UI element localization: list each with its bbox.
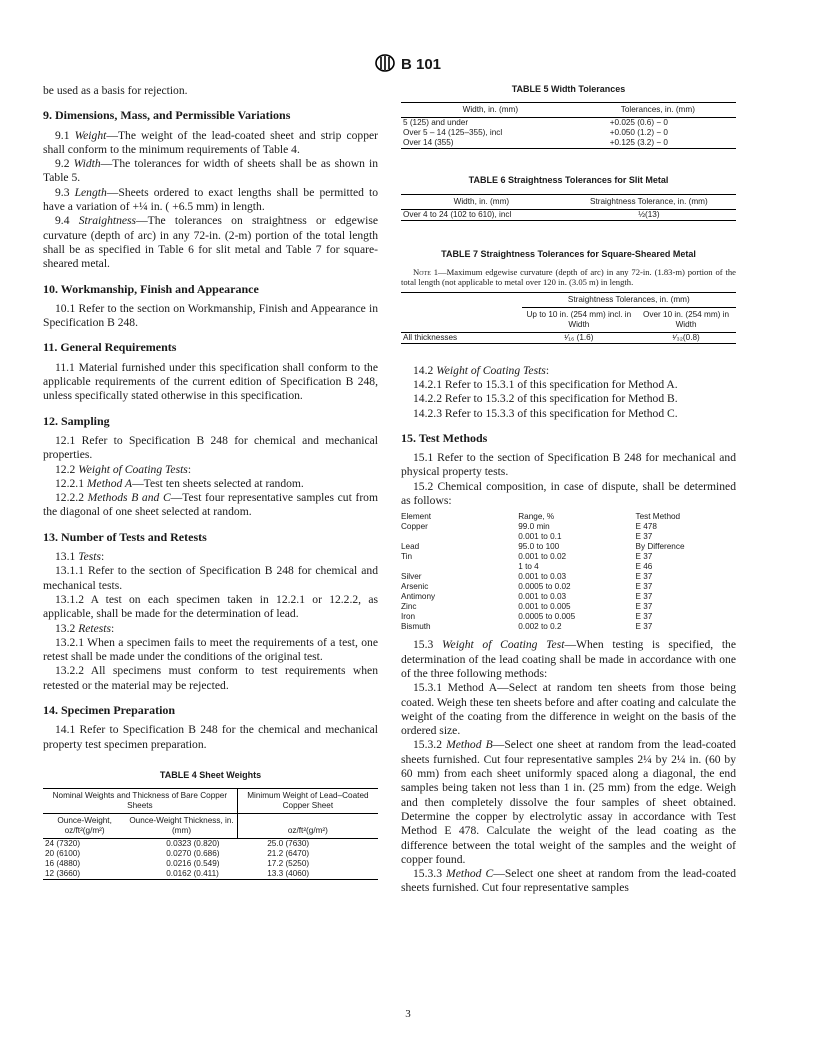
table-header: Ounce-Weight Thickness, in. (mm) bbox=[126, 814, 237, 839]
slit-metal-straightness-table bbox=[401, 194, 736, 221]
section-heading: 11. General Requirements bbox=[43, 340, 177, 355]
table-row: 1 to 4 E 46 bbox=[518, 562, 653, 572]
table-header: Nominal Weights and Thickness of Bare Copper Sheets bbox=[43, 789, 237, 814]
table-row: Iron 0.0005 to 0.005 E 37 bbox=[401, 612, 653, 622]
sheet-weights-table bbox=[43, 788, 378, 880]
paragraph: 9.1 Weight—The weight of the lead-coated sheet and strip copper shall conform to the minimum requirements of Table 4. bbox=[43, 128, 378, 156]
paragraph: 13.2.1 When a specimen fails to meet the requirements of a test, one retest shall be made under the conditions of the original test. bbox=[43, 635, 378, 664]
section-heading: 12. Sampling bbox=[43, 413, 110, 428]
table-title: TABLE 5 Width Tolerances bbox=[511, 84, 626, 94]
section-heading: 10. Workmanship, Finish and Appearance bbox=[43, 281, 259, 296]
table-title: TABLE 4 Sheet Weights bbox=[159, 769, 262, 780]
paragraph: 15.3.3 Method C—Select one sheet at random from the lead-coated sheets furnished. Cut four representative samples bbox=[401, 867, 736, 895]
paragraph: 13.2 Retests: bbox=[55, 621, 115, 635]
right-column bbox=[401, 82, 736, 896]
table-row: 20 (6100) 0.0270 (0.686) 21.2 (6470) bbox=[45, 849, 310, 859]
paragraph: 14.2.1 Refer to 15.3.1 of this specification for Method A. bbox=[413, 378, 678, 391]
paragraph: 12.2.1 Method A—Test ten sheets selected at random. bbox=[55, 476, 304, 490]
table-row: 0.001 to 0.1 E 37 bbox=[518, 532, 653, 542]
paragraph: 14.2.2 Refer to 15.3.2 of this specification for Method B. bbox=[413, 392, 678, 406]
paragraph: 14.2 Weight of Coating Tests: bbox=[413, 363, 550, 377]
table-row: All thicknesses ¹⁄₁₆ (1.6) ¹⁄₃₂(0.8) bbox=[401, 332, 736, 343]
paragraph: 13.1.1 Refer to the section of Specification B 248 for chemical and mechanical tests. bbox=[43, 564, 378, 592]
section-heading: 15. Test Methods bbox=[401, 430, 488, 445]
paragraph: 12.2.2 Methods B and C—Test four representative samples cut from the diagonal of one sheet selected at random. bbox=[43, 491, 378, 519]
table-row: Silver 0.001 to 0.03 E 37 bbox=[401, 572, 653, 582]
paragraph: 13.1 Tests: bbox=[55, 550, 105, 564]
table-header: Width, in. (mm) bbox=[401, 194, 562, 209]
paragraph: 15.2 Chemical composition, in case of dispute, shall be determined as follows: bbox=[401, 479, 736, 508]
table-note: Note 1—Maximum edgewise curvature (depth of arc) in any 72-in. (1.83-m) portion of the total length (not applicable to metal over 120 in. (3.05 m) in length. bbox=[401, 266, 736, 288]
table-header: Straightness Tolerance, in. (mm) bbox=[562, 194, 736, 209]
width-tolerances-table bbox=[401, 102, 736, 149]
paragraph: 15.3.1 Method A—Select at random ten sheets from those being coated. Weigh these ten sheets before and after coating and calculate the weight of the coating from the difference in weight on the basis of the ordered size. bbox=[401, 681, 736, 738]
table-row: Over 5 – 14 (125–355), incl +0.050 (1.2) − 0 bbox=[403, 128, 668, 138]
paragraph: 11.1 Material furnished under this specification shall conform to the applicable requirements of the current edition of Specification B 248, unless specifically stated otherwise in this specification. bbox=[43, 360, 378, 403]
table-header: Ounce-Weight, oz/ft²(g/m²) bbox=[43, 814, 126, 839]
table-row: 16 (4880) 0.0216 (0.549) 17.2 (5250) bbox=[45, 859, 310, 869]
paragraph: 15.1 Refer to the section of Specification B 248 for mechanical and physical property tests. bbox=[401, 451, 736, 479]
paragraph: 12.1 Refer to Specification B 248 for chemical and mechanical properties. bbox=[43, 433, 378, 462]
table-header: Width, in. (mm) bbox=[401, 103, 580, 118]
table-row: 12 (3660) 0.0162 (0.411) 13.3 (4060) bbox=[43, 869, 378, 880]
table-title: TABLE 6 Straightness Tolerances for Slit Metal bbox=[468, 175, 669, 186]
table-row: 5 (125) and under +0.025 (0.6) − 0 bbox=[403, 118, 668, 128]
page-header bbox=[0, 54, 816, 76]
table-header: Straightness Tolerances, in. (mm) bbox=[522, 292, 736, 307]
table-row: Copper 99.0 min E 478 bbox=[401, 522, 657, 532]
section-heading: 14. Specimen Preparation bbox=[43, 702, 176, 717]
document-designation: B 101 bbox=[400, 55, 442, 73]
table-header: Minimum Weight of Lead–Coated Copper Sheet bbox=[237, 789, 378, 814]
section-heading: 9. Dimensions, Mass, and Permissible Variations bbox=[43, 108, 291, 123]
paragraph: 12.2 Weight of Coating Tests: bbox=[55, 462, 192, 476]
table-row: Lead 95.0 to 100 By Difference bbox=[401, 542, 685, 552]
paragraph: 13.1.2 A test on each specimen taken in 12.2.1 or 12.2.2, as applicable, shall be made for the determination of lead. bbox=[43, 592, 378, 621]
paragraph: 9.2 Width—The tolerances for width of sheets shall be as shown in Table 5. bbox=[43, 157, 378, 185]
paragraph: 10.1 Refer to the section on Workmanship, Finish and Appearance in Specification B 248. bbox=[43, 301, 378, 330]
section-heading: 13. Number of Tests and Retests bbox=[43, 529, 207, 544]
paragraph: 14.2.3 Refer to 15.3.3 of this specification for Method C. bbox=[413, 406, 678, 420]
table-header: Tolerances, in. (mm) bbox=[580, 103, 736, 118]
table-header: Up to 10 in. (254 mm) incl. in Width bbox=[522, 307, 636, 332]
table-row: 24 (7320) 0.0323 (0.820) 25.0 (7630) bbox=[45, 839, 310, 849]
square-sheared-straightness-table bbox=[401, 292, 736, 344]
table-title: TABLE 7 Straightness Tolerances for Square-Sheared Metal bbox=[441, 248, 696, 259]
paragraph: 9.3 Length—Sheets ordered to exact lengths shall be permitted to have a variation of +¼ in. ( +6.5 mm) in length. bbox=[43, 185, 378, 214]
paragraph: 15.3.2 Method B—Select one sheet at random from the lead-coated sheets furnished. Cut four representative samples 2¼ by 2¼ in. (60 by 60 mm) from each sheet uniformly spaced along a diagonal, the end samples being taken not less than 1 in. (25 mm) from the edge. Weigh and then completely dissolve the four samples of sheet obtained. Determine the copper by electrolytic assay in accordance with Test Method E 478. Calculate the weight of the lead coating as the difference between the total weight of the samples and the weight of copper found. bbox=[401, 738, 736, 866]
table-row: Arsenic 0.0005 to 0.02 E 37 bbox=[401, 582, 653, 592]
paragraph: 13.2.2 All specimens must conform to test requirements when retested or the material may be rejected. bbox=[43, 664, 378, 692]
left-column bbox=[43, 84, 378, 880]
table-row: Over 14 (355) +0.125 (3.2) − 0 bbox=[401, 138, 736, 149]
table-row: Zinc 0.001 to 0.005 E 37 bbox=[401, 602, 653, 612]
table-row: Over 4 to 24 (102 to 610), incl ½(13) bbox=[401, 209, 736, 220]
paragraph: be used as a basis for rejection. bbox=[43, 84, 188, 97]
table-header: Over 10 in. (254 mm) in Width bbox=[636, 307, 736, 332]
table-row: Antimony 0.001 to 0.03 E 37 bbox=[401, 592, 653, 602]
table-row: Bismuth 0.002 to 0.2 E 37 bbox=[401, 622, 653, 632]
paragraph: 14.1 Refer to Specification B 248 for the chemical and mechanical property test specimen preparation. bbox=[43, 723, 378, 751]
table-header-row: Element Range, % Test Method bbox=[401, 512, 681, 522]
paragraph: 9.4 Straightness—The tolerances on straightness or edgewise curvature (depth of arc) in any 72-in. (2-m) portion of the total length shall be as specified in Table 6 for slit metal and Table 7 for square-sheared metal. bbox=[43, 214, 379, 271]
table-row: Tin 0.001 to 0.02 E 37 bbox=[401, 552, 653, 562]
paragraph: 15.3 Weight of Coating Test—When testing is specified, the determination of the lead coating shall be made in accordance with one of the three following methods: bbox=[401, 638, 736, 680]
chemical-composition-table bbox=[401, 512, 736, 632]
astm-logo-icon bbox=[375, 54, 395, 76]
page-number: 3 bbox=[405, 1008, 411, 1020]
table-header: oz/ft²(g/m²) bbox=[237, 814, 378, 839]
